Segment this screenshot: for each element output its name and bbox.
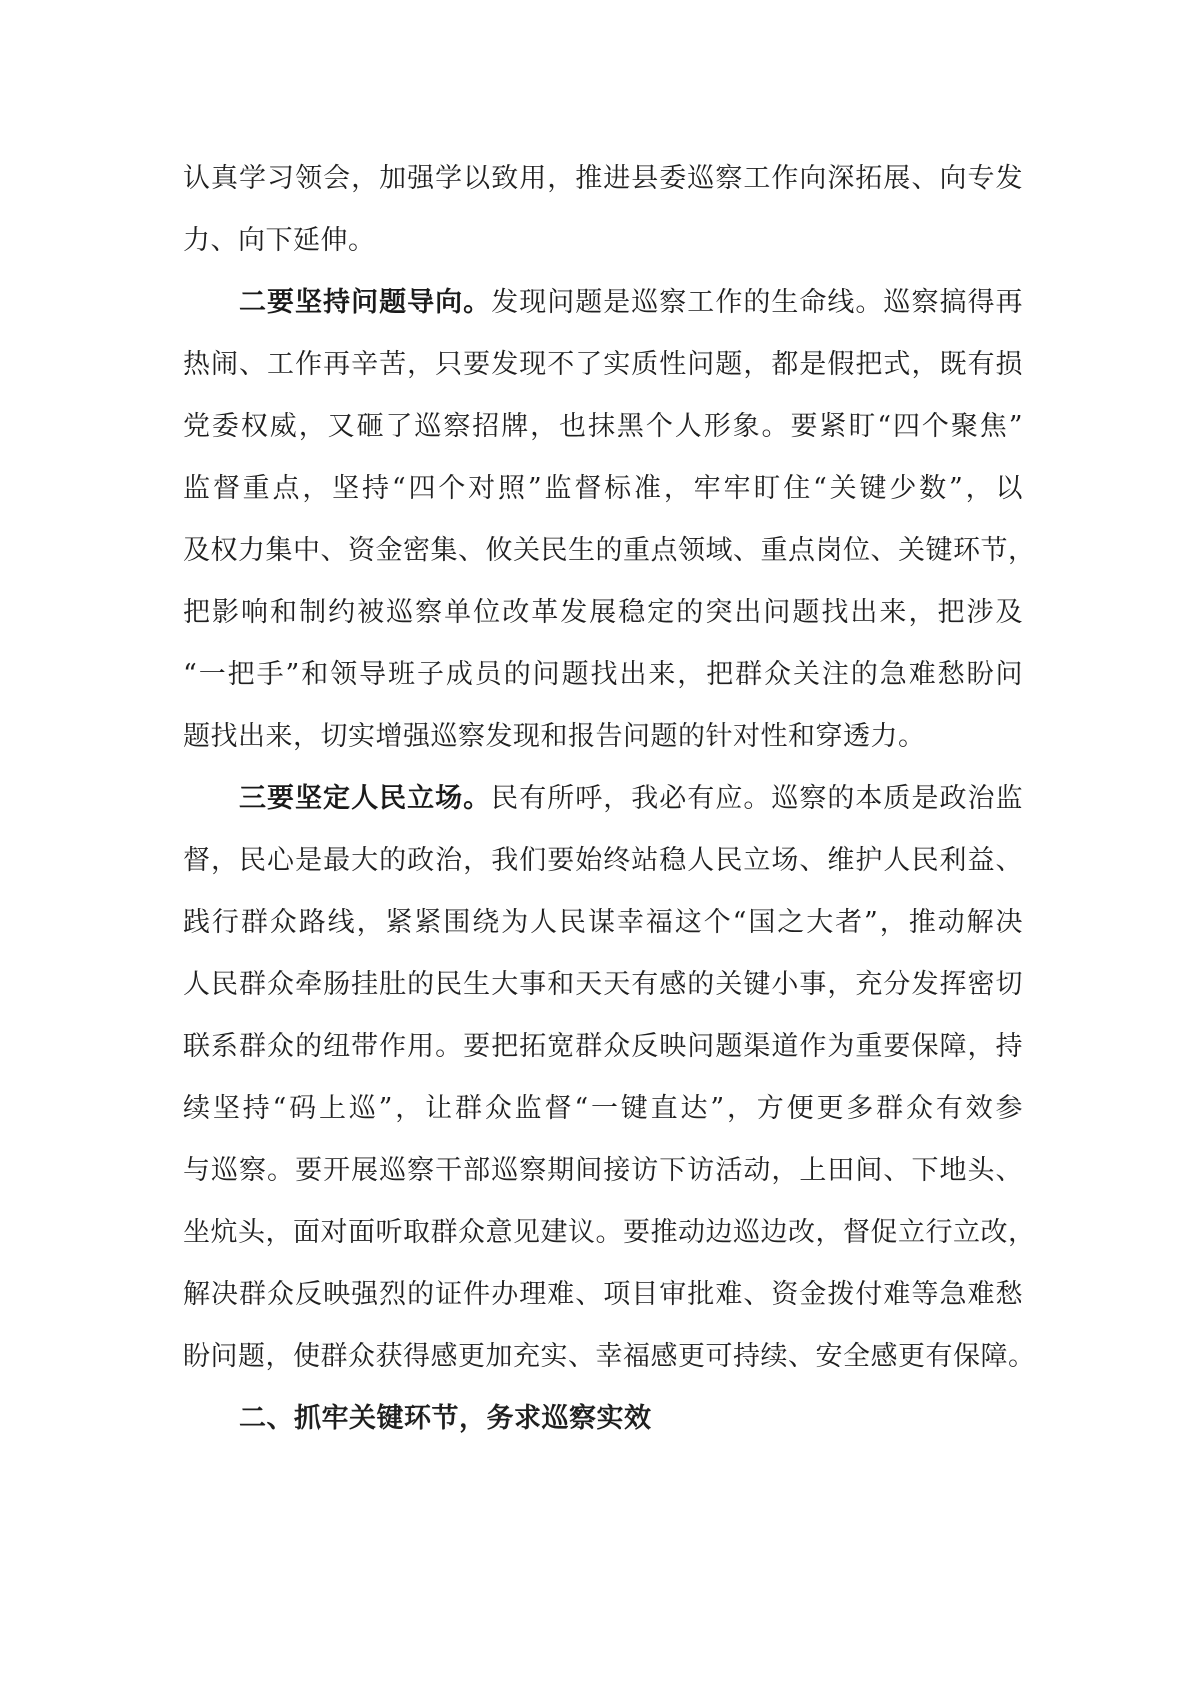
paragraph-2-lead: 二要坚持问题导向。: [239, 287, 492, 318]
paragraph-3-line-1: [183, 777, 1023, 839]
paragraph-2-line-8: 题找出来，切实增强巡察发现和报告问题的针对性和穿透力。: [183, 721, 926, 752]
paragraph-2-line-7: “一把手”和领导班子成员的问题找出来，把群众关注的急难愁盼问: [183, 659, 1023, 690]
document-body: [183, 157, 1036, 1459]
paragraph-3-line-2: 督，民心是最大的政治，我们要始终站稳人民立场、维护人民利益、: [183, 845, 1023, 876]
section-heading: 二、抓牢关键环节，务求巡察实效: [239, 1403, 652, 1434]
paragraph-3-line-3: 践行群众路线，紧紧围绕为人民谋幸福这个“国之大者”，推动解决: [183, 907, 1023, 938]
paragraph-3-line-8: 坐炕头，面对面听取群众意见建议。要推动边巡边改，督促立行立改，: [183, 1217, 1036, 1248]
paragraph-2-line-2: 热闹、工作再辛苦，只要发现不了实质性问题，都是假把式，既有损: [183, 349, 1023, 380]
paragraph-2-line-5: 及权力集中、资金密集、攸关民生的重点领域、重点岗位、关键环节，: [183, 535, 1036, 566]
paragraph-2-line-1-text: 发现问题是巡察工作的生命线。巡察搞得再: [491, 287, 1024, 318]
paragraph-3-line-7: 与巡察。要开展巡察干部巡察期间接访下访活动，上田间、下地头、: [183, 1155, 1023, 1186]
paragraph-3-line-5: 联系群众的纽带作用。要把拓宽群众反映问题渠道作为重要保障，持: [183, 1031, 1023, 1062]
paragraph-2-line-4: 监督重点，坚持“四个对照”监督标准，牢牢盯住“关键少数”，以: [183, 473, 1023, 504]
paragraph-2-line-6: 把影响和制约被巡察单位改革发展稳定的突出问题找出来，把涉及: [183, 597, 1023, 628]
paragraph-3-line-9: 解决群众反映强烈的证件办理难、项目审批难、资金拨付难等急难愁: [183, 1279, 1023, 1310]
paragraph-3-lead: 三要坚定人民立场。: [239, 783, 492, 814]
paragraph-3-line-1-text: 民有所呼，我必有应。巡察的本质是政治监: [491, 783, 1024, 814]
paragraph-2-line-1: [183, 281, 1023, 343]
paragraph-3-line-10: 盼问题，使群众获得感更加充实、幸福感更可持续、安全感更有保障。: [183, 1341, 1036, 1372]
paragraph-1-line-2: 力、向下延伸。: [183, 225, 376, 256]
paragraph-2-line-3: 党委权威，又砸了巡察招牌，也抹黑个人形象。要紧盯“四个聚焦”: [183, 411, 1023, 442]
paragraph-3-line-4: 人民群众牵肠挂肚的民生大事和天天有感的关键小事，充分发挥密切: [183, 969, 1023, 1000]
paragraph-3-line-6: 续坚持“码上巡”，让群众监督“一键直达”，方便更多群众有效参: [183, 1093, 1023, 1124]
paragraph-1-line-1: 认真学习领会，加强学以致用，推进县委巡察工作向深拓展、向专发: [183, 163, 1023, 194]
